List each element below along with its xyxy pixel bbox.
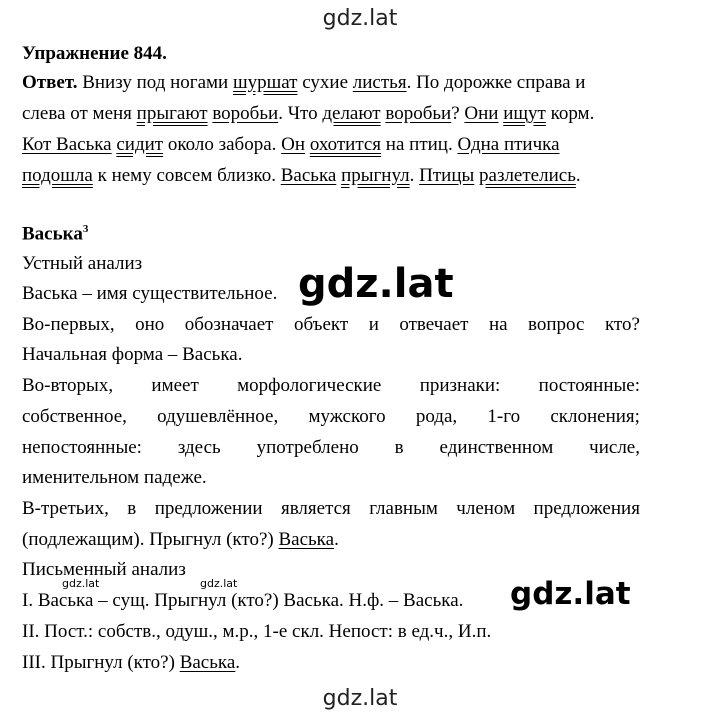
predicate-okhotitsya: охотится [309,134,382,155]
w: имеет [151,375,199,396]
analysis-sup: 3 [82,223,89,235]
text: ? [451,103,465,124]
w: предложении [154,498,263,519]
w: объект [293,314,349,335]
answer-line-2 [22,104,594,123]
text: . По дорожке справа и [406,72,586,93]
oral-p4 [22,376,640,395]
w: предложения [533,498,640,519]
w: здесь [177,437,221,458]
oral-p3: Начальная форма – Васька. [22,344,243,365]
predicate-ishchut: ищут [503,103,546,124]
watermark-bottom: gdz.lat [322,686,398,711]
watermark-center: gdz.lat [294,264,458,304]
w: членом [456,498,516,519]
w: главным [369,498,438,519]
answer-label: Ответ. [22,72,78,93]
text: на птиц. [381,134,458,155]
oral-p5 [22,407,640,426]
predicate-delayut: делают [322,103,381,124]
text: . [409,165,420,186]
subject-vorobi-1: воробьи [212,103,279,124]
written-line-2: II. Пост.: собств., одуш., м.р., 1-е скл. Непост: в ед.ч., И.п. [22,621,492,642]
text: . [334,529,339,550]
exercise-title: Упражнение 844. [22,43,167,64]
text: около забора. [163,134,282,155]
oral-p7: именительном падеже. [22,467,207,488]
w: одушевлённое, [157,406,279,427]
watermark-right: gdz.lat [506,579,635,610]
written-line-1: I. Васька – сущ. Прыгнул (кто?) Васька. Н.ф. – Васька. [22,590,464,611]
w: кто? [604,314,640,335]
predicate-shurshat: шуршат [232,72,298,93]
analysis-heading [22,224,88,243]
written-line-3 [22,653,240,672]
w: непостоянные: [22,437,142,458]
predicate-prygayut: прыгают [136,103,208,124]
subject-on: Он [281,134,306,155]
w: в [127,498,137,519]
predicate-podoshla: подошла [22,165,93,186]
written-analysis-title: Письменный анализ [22,559,186,580]
text: III. Прыгнул (кто?) [22,652,180,673]
answer-line-1 [22,73,585,92]
w: вопрос [528,314,585,335]
oral-p2 [22,315,640,334]
w: отвечает [399,314,469,335]
subject-vaska-w3: Васька [179,652,236,673]
watermark-small-2: gdz.lat [200,577,238,590]
w: рода, [415,406,458,427]
analysis-word: Васька [22,223,83,245]
text: . Что [278,103,323,124]
w: морфологические [237,375,382,396]
watermark-top: gdz.lat [322,6,398,31]
answer-line-4 [22,166,581,185]
predicate-prygnul: прыгнул [341,165,410,186]
subject-vaska-p9: Васька [278,529,335,550]
w: оно [135,314,165,335]
oral-p1: Васька – имя существительное. [22,283,278,304]
w: Во-вторых, [22,375,114,396]
w: склонения; [550,406,640,427]
subject-vaska: Васька [280,165,337,186]
w: 1-го [487,406,521,427]
text: . [575,165,581,186]
text: к нему совсем близко. [92,165,281,186]
subject-ptitsy: Птицы [419,165,475,186]
watermark-small-1: gdz.lat [62,577,100,590]
subject-odna-ptichka: Одна птичка [457,134,560,155]
w: обозначает [184,314,274,335]
predicate-sidit: сидит [116,134,164,155]
text: корм. [545,103,595,124]
predicate-razleteliss: разлетелись [479,165,576,186]
w: собственное, [22,406,127,427]
oral-p9 [22,530,339,549]
oral-p6 [22,438,640,457]
oral-analysis-title: Устный анализ [22,253,143,274]
subject-vorobi-2: воробьи [385,103,452,124]
w: и [368,314,379,335]
subject-oni: Они [464,103,499,124]
w: употреблено [256,437,359,458]
w: постоянные: [538,375,640,396]
w: мужского [308,406,386,427]
text: слева от меня [22,103,137,124]
w: признаки: [419,375,501,396]
w: в [394,437,404,458]
subject-kot-vaska: Кот Васька [22,134,112,155]
w: единственном [439,437,554,458]
text: Внизу под ногами [77,72,233,93]
w: на [488,314,508,335]
answer-line-3 [22,135,560,154]
w: В-третьих, [22,498,109,519]
text: (подлежащим). Прыгнул (кто?) [22,529,279,550]
w: Во-первых, [22,314,115,335]
w: числе, [589,437,640,458]
text: сухие [297,72,353,93]
oral-p8 [22,499,640,518]
subject-listya: листья [352,72,407,93]
w: является [280,498,351,519]
text: . [235,652,241,673]
